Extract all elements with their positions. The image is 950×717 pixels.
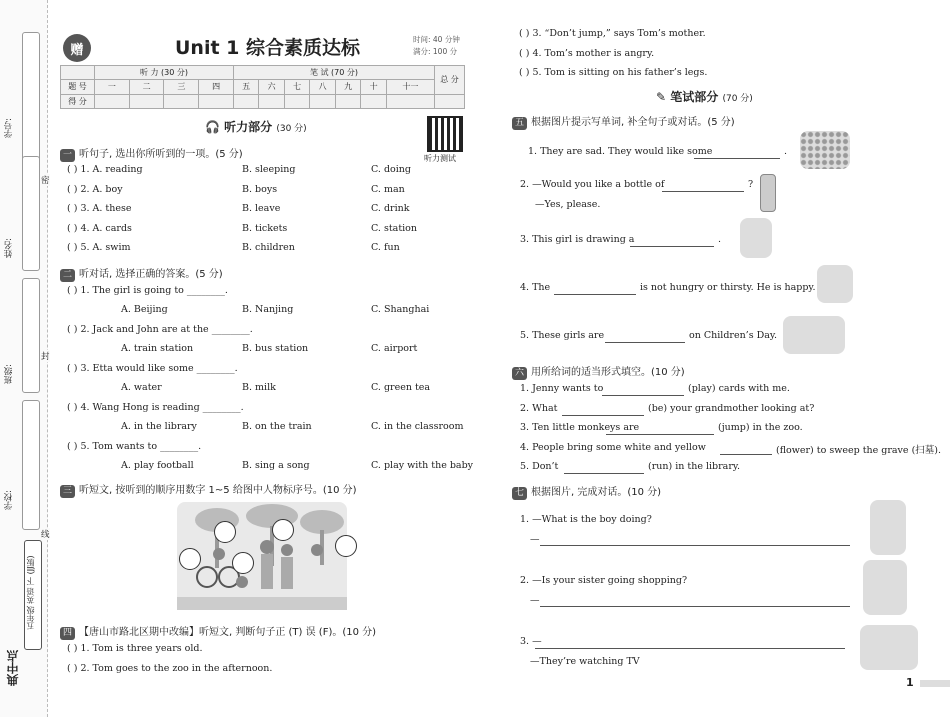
option-a[interactable]: A. in the library bbox=[121, 421, 197, 432]
option-c[interactable]: C. fun bbox=[371, 242, 400, 253]
score-cell[interactable] bbox=[284, 94, 309, 108]
cheerleader-image bbox=[863, 560, 907, 615]
page-number: 1 bbox=[906, 676, 914, 689]
sentence-text: 1. Jenny wants to bbox=[520, 383, 604, 394]
sentence-text: 4. People bring some white and yellow bbox=[520, 441, 706, 453]
fill-blank[interactable] bbox=[630, 246, 714, 247]
score-cell[interactable] bbox=[335, 94, 360, 108]
sentence-text: . bbox=[784, 146, 788, 157]
answer-circle[interactable] bbox=[232, 552, 254, 574]
girl-drawing-image bbox=[740, 218, 772, 258]
col-label: 七 bbox=[284, 80, 309, 94]
brand-logo: 典中点 bbox=[6, 650, 20, 686]
score-cell[interactable] bbox=[361, 94, 386, 108]
dialogue-answer: — bbox=[530, 595, 540, 606]
sentence-text: on Children’s Day. bbox=[689, 330, 778, 341]
answer-line[interactable] bbox=[540, 545, 850, 546]
col-label: 四 bbox=[199, 80, 234, 94]
full-score: 满分: 100 分 bbox=[413, 47, 458, 56]
answer-line[interactable] bbox=[535, 648, 845, 649]
question-item: ( ) 2. Jack and John are at the ________. bbox=[67, 324, 253, 335]
grade-tag: 五年级 英语 下 (JJ版) bbox=[24, 540, 42, 650]
dialogue-question: 1. —What is the boy doing? bbox=[520, 514, 652, 525]
seal-char: 封 bbox=[41, 352, 50, 362]
option-b[interactable]: B. boys bbox=[242, 183, 278, 195]
col-label: 二 bbox=[129, 80, 164, 94]
score-table bbox=[60, 65, 465, 109]
option-c[interactable]: C. doing bbox=[371, 164, 412, 175]
sentence-text: 5. Don’t bbox=[520, 461, 559, 472]
pencil-icon: ✎ bbox=[656, 90, 667, 104]
fill-blank[interactable] bbox=[554, 294, 636, 295]
col-label: 一 bbox=[95, 80, 130, 94]
sentence-text: . bbox=[718, 234, 722, 245]
col-label: 六 bbox=[259, 80, 284, 94]
sentence-text: 2. —Would you like a bottle of bbox=[520, 179, 665, 190]
dialogue-answer: —They’re watching TV bbox=[530, 656, 640, 667]
sentence-text: 5. These girls are bbox=[520, 330, 605, 341]
option-b[interactable]: B. children bbox=[242, 242, 295, 253]
true-false-item[interactable]: ( ) 3. “Don’t jump,” says Tom’s mother. bbox=[519, 28, 706, 39]
option-b[interactable]: B. Nanjing bbox=[242, 304, 294, 315]
sentence-text: (play) cards with me. bbox=[688, 383, 790, 394]
fill-blank[interactable] bbox=[720, 454, 772, 455]
question-item: ( ) 5. Tom wants to ________. bbox=[67, 441, 202, 452]
section-5-heading: 五 根据图片提示写单词, 补全句子或对话。(5 分) bbox=[512, 113, 735, 130]
sentence-text: 3. Ten little monkeys are bbox=[520, 422, 640, 433]
dialogue-answer: — bbox=[530, 534, 540, 545]
option-c[interactable]: C. drink bbox=[371, 203, 410, 214]
qr-code-icon[interactable] bbox=[427, 116, 463, 152]
score-cell[interactable] bbox=[129, 94, 164, 108]
dialogue-question: 2. —Is your sister going shopping? bbox=[520, 575, 688, 586]
sentence-text: 4. The bbox=[520, 282, 551, 293]
sentence-text: ? bbox=[748, 179, 754, 190]
score-cell[interactable] bbox=[259, 94, 284, 108]
binding-margin bbox=[0, 0, 48, 717]
fill-blank[interactable] bbox=[662, 191, 744, 192]
option-c[interactable]: C. station bbox=[371, 222, 418, 234]
score-cell[interactable] bbox=[199, 94, 234, 108]
col-label: 十一 bbox=[386, 80, 434, 94]
answer-circle[interactable] bbox=[272, 519, 294, 541]
score-cell[interactable] bbox=[386, 94, 434, 108]
name-box[interactable] bbox=[22, 156, 40, 271]
option-c[interactable]: C. play with the baby bbox=[371, 460, 474, 471]
fill-blank[interactable] bbox=[606, 434, 714, 435]
true-false-item[interactable]: ( ) 2. Tom goes to the zoo in the afternoon. bbox=[67, 662, 273, 674]
dancing-girls-image bbox=[783, 316, 845, 354]
fill-blank[interactable] bbox=[605, 342, 685, 343]
sentence-text: —Yes, please. bbox=[535, 199, 601, 210]
sentence-text: (be) your grandmother looking at? bbox=[648, 402, 815, 414]
score-cell[interactable] bbox=[164, 94, 199, 108]
sentence-text: 1. They are sad. They would like some bbox=[528, 146, 713, 157]
section-6-heading: 六 用所给词的适当形式填空。(10 分) bbox=[512, 363, 685, 380]
sweets-image bbox=[800, 131, 850, 169]
sentence-text: (jump) in the zoo. bbox=[718, 422, 803, 433]
score-cell[interactable] bbox=[95, 94, 130, 108]
qr-label: 听力测试 bbox=[424, 154, 456, 163]
question-item: ( ) 4. Wang Hong is reading ________. bbox=[67, 402, 244, 413]
option-b[interactable]: B. leave bbox=[242, 203, 281, 214]
option-b[interactable]: B. bus station bbox=[242, 343, 309, 354]
col-label: 五 bbox=[233, 80, 258, 94]
col-label: 十 bbox=[361, 80, 386, 94]
option-a[interactable]: A. play football bbox=[121, 460, 194, 471]
option-b[interactable]: B. sing a song bbox=[242, 460, 310, 471]
sentence-text: 3. This girl is drawing a bbox=[520, 234, 635, 245]
watching-tv-image bbox=[860, 625, 918, 670]
option-b[interactable]: B. on the train bbox=[242, 421, 312, 432]
listening-part-heading: 🎧 听力部分 (30 分) bbox=[205, 120, 307, 134]
school-label: 学校: bbox=[4, 490, 14, 510]
writing-part-heading: ✎ 笔试部分 (70 分) bbox=[656, 90, 753, 104]
option-c[interactable]: C. Shanghai bbox=[371, 304, 430, 315]
fill-blank[interactable] bbox=[602, 395, 684, 396]
question-item: ( ) 1. A. reading bbox=[67, 164, 143, 175]
total-header: 总 分 bbox=[435, 66, 465, 95]
section-3-heading: 三 听短文, 按听到的顺序用数字 1~5 给图中人物标序号。(10 分) bbox=[60, 481, 357, 498]
col-label: 八 bbox=[310, 80, 335, 94]
option-c[interactable]: C. green tea bbox=[371, 382, 431, 393]
true-false-item[interactable]: ( ) 4. Tom’s mother is angry. bbox=[519, 47, 655, 59]
option-a[interactable]: A. water bbox=[121, 382, 162, 393]
option-c[interactable]: C. man bbox=[371, 183, 405, 195]
page-bar bbox=[920, 680, 950, 687]
option-c[interactable]: C. in the classroom bbox=[371, 421, 464, 432]
name-label: 姓名: bbox=[4, 238, 14, 258]
headphones-icon: 🎧 bbox=[205, 120, 220, 134]
park-scene-illustration bbox=[177, 502, 347, 610]
running-boy-image bbox=[870, 500, 906, 555]
listening-header: 听 力 (30 分) bbox=[95, 66, 234, 80]
park-scene-icon bbox=[177, 502, 347, 610]
question-item: ( ) 1. The girl is going to ________. bbox=[67, 285, 228, 296]
col-label: 九 bbox=[335, 80, 360, 94]
dialogue-question: 3. — bbox=[520, 636, 542, 647]
section-7-heading: 七 根据图片, 完成对话。(10 分) bbox=[512, 483, 661, 500]
happy-boy-image bbox=[817, 265, 853, 303]
page-title: Unit 1 综合素质达标 bbox=[175, 37, 360, 59]
answer-circle[interactable] bbox=[335, 535, 357, 557]
col-label: 三 bbox=[164, 80, 199, 94]
sentence-text: (flower) to sweep the grave (扫墓). bbox=[776, 444, 941, 456]
option-a[interactable]: A. train station bbox=[121, 343, 194, 354]
fill-blank[interactable] bbox=[564, 473, 644, 474]
score-cell[interactable] bbox=[310, 94, 335, 108]
section-4-heading: 四 【唐山市路北区期中改编】听短文, 判断句子正 (T) 误 (F)。(10 分) bbox=[60, 623, 376, 640]
sentence-text: 2. What bbox=[520, 402, 558, 414]
row-label: 题 号 bbox=[61, 80, 95, 94]
option-c[interactable]: C. airport bbox=[371, 343, 418, 354]
seal-char: 线 bbox=[41, 530, 50, 540]
question-item: ( ) 4. A. cards bbox=[67, 222, 132, 234]
option-b[interactable]: B. milk bbox=[242, 382, 276, 393]
answer-circle[interactable] bbox=[214, 521, 236, 543]
fill-blank[interactable] bbox=[562, 415, 644, 416]
question-item: ( ) 5. A. swim bbox=[67, 242, 131, 253]
true-false-item[interactable]: ( ) 5. Tom is sitting on his father’s legs. bbox=[519, 67, 708, 78]
score-cell[interactable] bbox=[233, 94, 258, 108]
school-box[interactable] bbox=[22, 400, 40, 530]
option-b[interactable]: B. tickets bbox=[242, 222, 288, 234]
sentence-text: is not hungry or thirsty. He is happy. bbox=[640, 282, 816, 293]
option-b[interactable]: B. sleeping bbox=[242, 164, 296, 175]
writing-header: 笔 试 (70 分) bbox=[233, 66, 434, 80]
option-a[interactable]: A. Beijing bbox=[121, 304, 168, 315]
time-limit: 时间: 40 分钟 bbox=[413, 35, 460, 44]
class-box[interactable] bbox=[22, 278, 40, 393]
section-2-heading: 二 听对话, 选择正确的答案。(5 分) bbox=[60, 265, 223, 282]
fill-blank[interactable] bbox=[694, 158, 780, 159]
question-item: ( ) 3. A. these bbox=[67, 203, 132, 214]
section-1-heading: 一 听句子, 选出你所听到的一项。(5 分) bbox=[60, 145, 243, 162]
true-false-item[interactable]: ( ) 1. Tom is three years old. bbox=[67, 643, 203, 654]
row-label: 得 分 bbox=[61, 94, 95, 108]
sentence-text: (run) in the library. bbox=[648, 461, 740, 472]
question-item: ( ) 2. A. boy bbox=[67, 183, 123, 195]
score-cell[interactable] bbox=[435, 94, 465, 108]
student-id-label: 学号: bbox=[4, 118, 14, 138]
gift-badge: 赠 bbox=[63, 34, 91, 62]
answer-circle[interactable] bbox=[179, 548, 201, 570]
seal-char: 密 bbox=[41, 176, 50, 186]
answer-line[interactable] bbox=[540, 606, 850, 607]
question-item: ( ) 3. Etta would like some ________. bbox=[67, 363, 238, 374]
class-label: 班级: bbox=[4, 364, 14, 384]
bottle-image bbox=[760, 174, 776, 212]
